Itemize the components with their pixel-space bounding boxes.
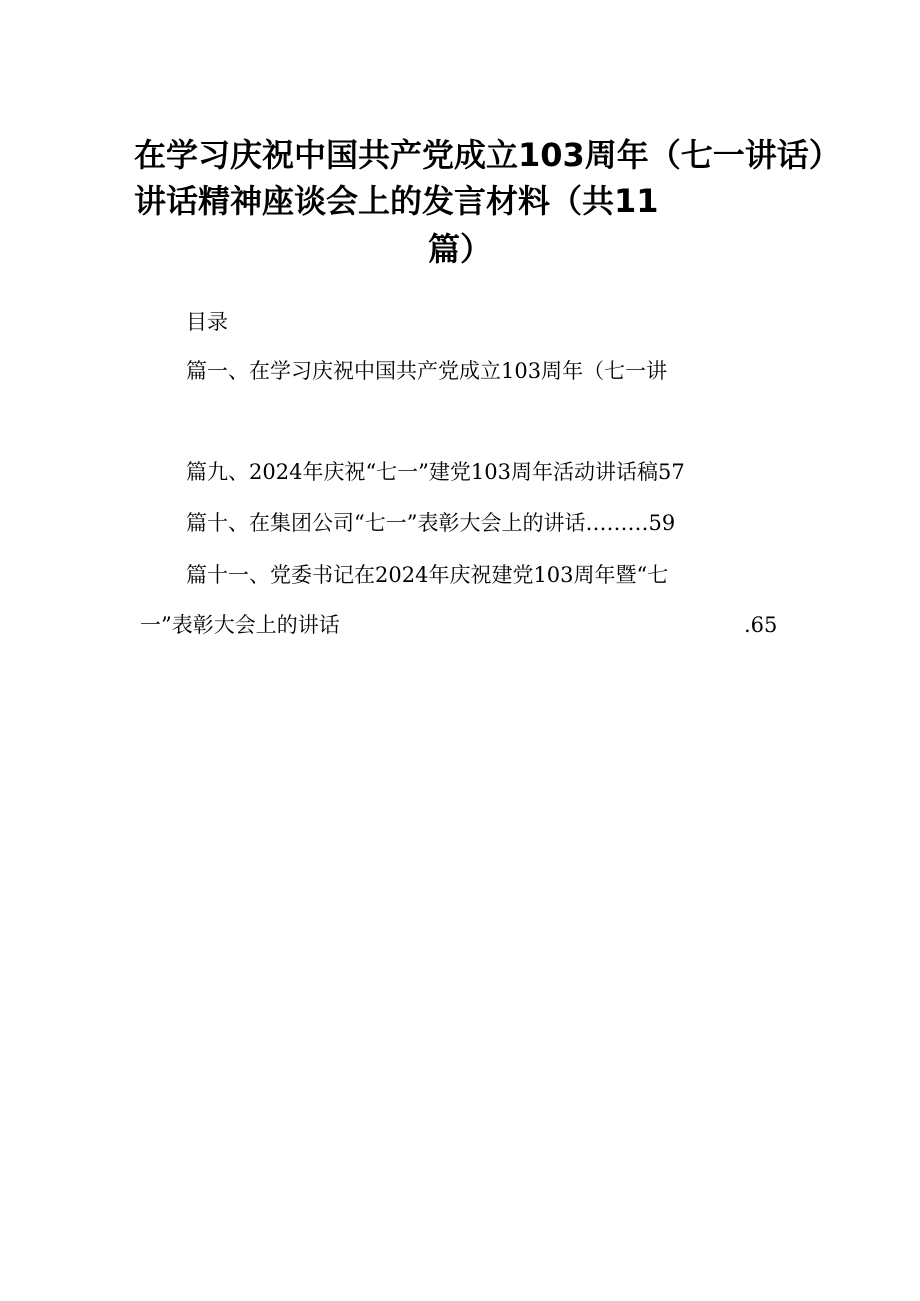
document-title-line-1: 在学习庆祝中国共产党成立103周年（七一讲话） xyxy=(134,136,841,174)
toc-heading: 目录 xyxy=(186,310,228,334)
toc-entry-11-page-number: .65 xyxy=(744,613,778,637)
document-title-line-3: 篇） xyxy=(427,230,492,268)
toc-entry-9[interactable]: 篇九、2024年庆祝“七一”建党103周年活动讲话稿57 xyxy=(186,460,685,484)
toc-entry-1[interactable]: 篇一、在学习庆祝中国共产党成立103周年（七一讲 xyxy=(186,359,668,383)
toc-entry-11-line-1[interactable]: 篇十一、党委书记在2024年庆祝建党103周年暨“七 xyxy=(186,563,669,587)
toc-entry-10[interactable]: 篇十、在集团公司“七一”表彰大会上的讲话………59 xyxy=(186,511,676,535)
toc-entry-11-line-2[interactable]: 一”表彰大会上的讲话 xyxy=(140,613,340,637)
document-title-line-2: 讲话精神座谈会上的发言材料（共11 xyxy=(134,182,659,220)
